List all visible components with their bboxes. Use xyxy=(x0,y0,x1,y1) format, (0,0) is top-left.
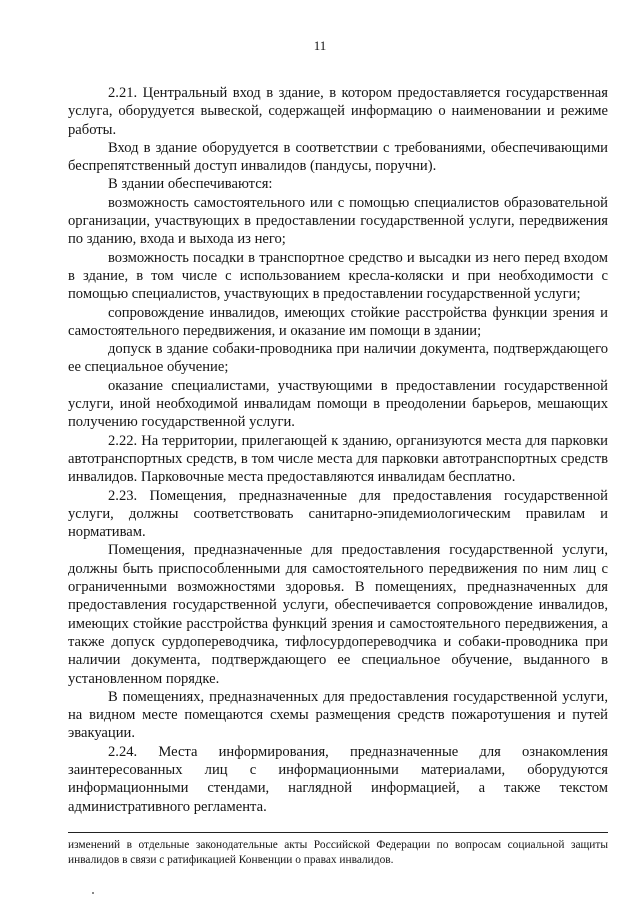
paragraph-2-23: 2.23. Помещения, предназначенные для предоставления государственной услуги, должны соответствовать санитарно-эпидемиологическим правилам и нормативам. xyxy=(68,487,608,541)
footnote-text: изменений в отдельные законодательные акты Российской Федерации по вопросам социальной защиты инвалидов в связи с ратификацией Конвенции о правах инвалидов. xyxy=(68,839,608,866)
paragraph-evacuation: В помещениях, предназначенных для предоставления государственной услуги, на видном месте помещаются схемы размещения средств пожаротушения и путей эвакуации. xyxy=(68,688,608,742)
paragraph-2-24: 2.24. Места информирования, предназначенные для ознакомления заинтересованных лиц с информационными материалами, оборудуются информационными стендами, наглядной информацией, а также текстом административного регламента. xyxy=(68,743,608,815)
footnote-divider xyxy=(68,832,608,833)
paragraph-movement: возможность самостоятельного или с помощью специалистов образовательной организации, участвующих в предоставлении государственной услуги, передвижения по зданию, входа и выхода из него; xyxy=(68,194,608,248)
footnote xyxy=(68,838,608,868)
paragraph-escort: сопровождение инвалидов, имеющих стойкие расстройства функции зрения и самостоятельного передвижения, и оказание им помощи в здании; xyxy=(68,304,608,339)
paragraph-building-provisions: В здании обеспечиваются: xyxy=(108,176,273,193)
document-body xyxy=(68,84,608,816)
paragraph-assistance: оказание специалистами, участвующими в предоставлении государственной услуги, иной необходимой инвалидам помощи в преодолении барьеров, мешающих получению государственной услуги. xyxy=(68,377,608,431)
scan-speck xyxy=(92,892,94,894)
paragraph-2-22: 2.22. На территории, прилегающей к зданию, организуются места для парковки автотранспортных средств, в том числе места для парковки автотранспортных средств инвалидов. Парковочные места предоставляются инвалидам бесплатно. xyxy=(68,432,608,486)
page-number: 11 xyxy=(313,38,327,53)
paragraph-entrance: Вход в здание оборудуется в соответствии с требованиями, обеспечивающими беспрепятственный доступ инвалидов (пандусы, поручни). xyxy=(68,139,608,175)
paragraph-2-21: 2.21. Центральный вход в здание, в котором предоставляется государственная услуга, оборудуется вывеской, содержащей информацию о наименовании и режиме работы. xyxy=(68,85,608,138)
paragraph-boarding: возможность посадки в транспортное средство и высадки из него перед входом в здание, в том числе с использованием кресла-коляски и при необходимости с помощью специалистов, участвующих в предоставлении государственной услуги; xyxy=(68,249,608,303)
paragraph-guide-dog: допуск в здание собаки-проводника при наличии документа, подтверждающего ее специальное обучение; xyxy=(68,341,608,376)
paragraph-premises: Помещения, предназначенные для предоставления государственной услуги, должны быть приспособленными для самостоятельного передвижения по ним лиц с ограниченными возможностями здоровья. В помещениях, предназначенных для предоставления государственной услуги, обеспечивается сопровождение инвалидов, имеющих стойкие расстройства функций зрения и самостоятельного передвижения, а также допуск сурдопереводчика, тифлосурдопереводчика и собаки-проводника при наличии документа, подтверждающего ее специальное обучение, выданного в установленном порядке. xyxy=(68,542,608,687)
